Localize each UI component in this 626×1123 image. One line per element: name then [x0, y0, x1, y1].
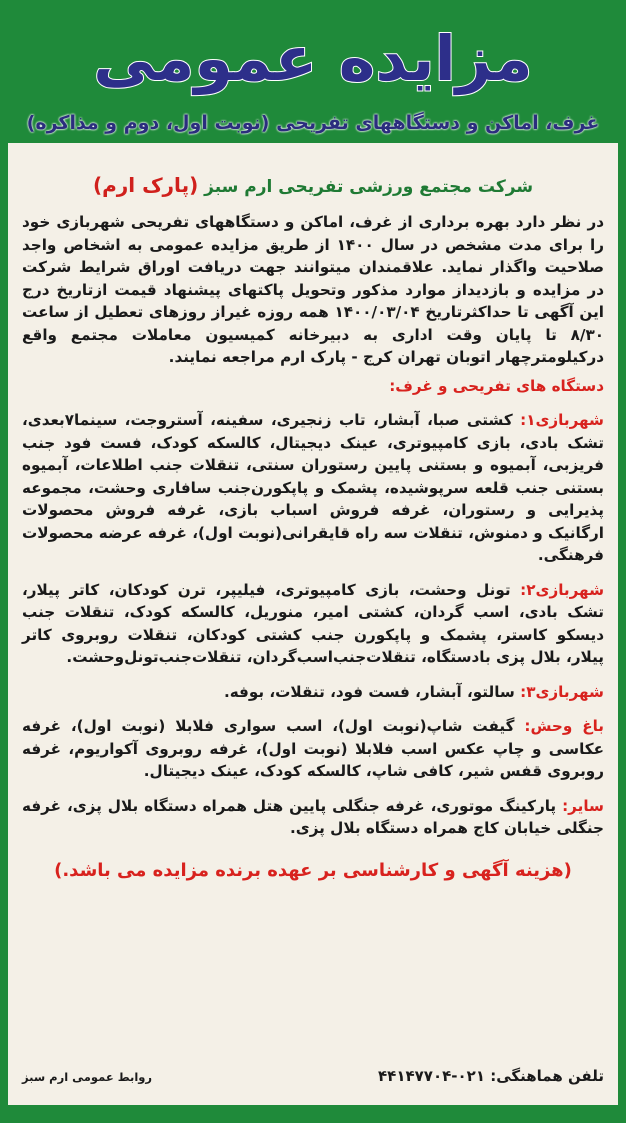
section-zoo [8, 715, 618, 783]
public-relations-signature: روابط عمومی ارم سبز [22, 1070, 153, 1084]
section-label: شهربازی۲: [520, 580, 605, 599]
section-text: کشتی صبا، آبشار، تاب زنجیری، سفینه، آستروجت، سینما۷بعدی، تشک بادی، بازی کامپیوتری، عینک دیجیتال، کالسکه کودک، فست فود جنب فریزبی، آبمیوه و بستنی پایین رستوران سنتی، تنقلات جنب اطلاعات، آبمیوه بستنی جنب قلعه سرپوشیده، پشمک و پاپکورن‌جنب سافاری وحشت، مجموعه پذیرایی و رستوران، غرفه فروش اسباب بازی، غرفه فروش محصولات ارگانیک و دمنوش، تنقلات سه راه قایقرانی(نوبت اول)، غرفه عرضه محصولات فرهنگی. [22, 411, 604, 564]
subtitle: غرف، اماکن و دستگاههای تفریحی (نوبت اول، دوم و مذاکره) [26, 112, 600, 134]
section-label: باغ وحش: [524, 717, 604, 735]
page-title: مزایده عمومی [93, 22, 533, 95]
park-name: (پارک ارم) [92, 173, 199, 197]
section-text: سالتو، آبشار، فست فود، تنقلات، بوفه. [223, 682, 515, 701]
section-text: پارکینگ موتوری، غرفه جنگلی پایین هتل همراه دستگاه بلال پزی، غرفه جنگلی خیابان کاج همراه دستگاه بلال پزی. [22, 796, 604, 837]
section-label: شهربازی۱: [520, 411, 604, 429]
section-amusement-1 [8, 409, 618, 567]
company-label: شرکت مجتمع ورزشی تفریحی ارم سبز [204, 177, 534, 197]
section-label: شهربازی۳: [520, 682, 604, 701]
section-amusement-2 [8, 579, 618, 669]
section-other [8, 795, 618, 840]
intro-paragraph: در نظر دارد بهره برداری از غرف، اماکن و دستگاههای تفریحی شهربازی خود را برای مدت مشخص در سال ۱۴۰۰ از طریق مزایده عمومی به اشخاص واجد صلاحیت واگذار نماید. علاقمندان میتوانند جهت دریافت اوراق شرایط شرکت در مزایده و بازدیداز موارد مذکور وتحویل پاکتهای پیشنهاد قیمت ازتاریخ درج این آگهی تا حداکثرتاریخ ۱۴۰۰/۰۳/۰۴ همه روزه غیراز روزهای تعطیل از ساعت ۸/۳۰ تا پایان وقت اداری به دبیرخانه کمیسیون معاملات مجتمع واقع درکیلومترچهار اتوبان تهران کرج - پارک ارم مراجعه نمایند. [22, 213, 605, 366]
cost-note: (هزینه آگهی و کارشناسی بر عهده برنده مزایده می باشد.) [54, 859, 572, 881]
section-label: سایر: [562, 796, 604, 815]
section-amusement-3 [8, 681, 618, 704]
contact-phone: تلفن هماهنگی: ۰۲۱-۴۴۱۴۷۷۰۴ [378, 1067, 604, 1085]
ad-body [8, 143, 618, 1105]
company-name [8, 173, 618, 197]
section-text: گیفت شاپ(نوبت اول)، اسب سواری فلابلا (نوبت اول)، غرفه عکاسی و چاپ عکس اسب فلابلا (نوبت اول)، غرفه روبروی آکواریوم، غرفه روبروی قفس شیر، کافی شاپ، کالسکه کودک، عینک دیجیتال. [22, 717, 604, 780]
footer [22, 1067, 604, 1085]
items-heading: دستگاه های تفریحی و غرف: [389, 376, 604, 395]
section-text: تونل وحشت، بازی کامپیوتری، فیلیپر، ترن کودکان، کاتر پیلار، تشک بادی، اسب گردان، کشتی امیر، منوریل، کالسکه کودک، تنقلات جنب دیسکو کاستر، پشمک و پاپکورن جنب کشتی کودکان، تنقلات روبروی کاتر پیلار، بلال پزی بادستگاه، تنقلات‌جنب‌اسب‌گردان، تنقلات‌جنب‌تونل‌وحشت. [22, 580, 604, 666]
